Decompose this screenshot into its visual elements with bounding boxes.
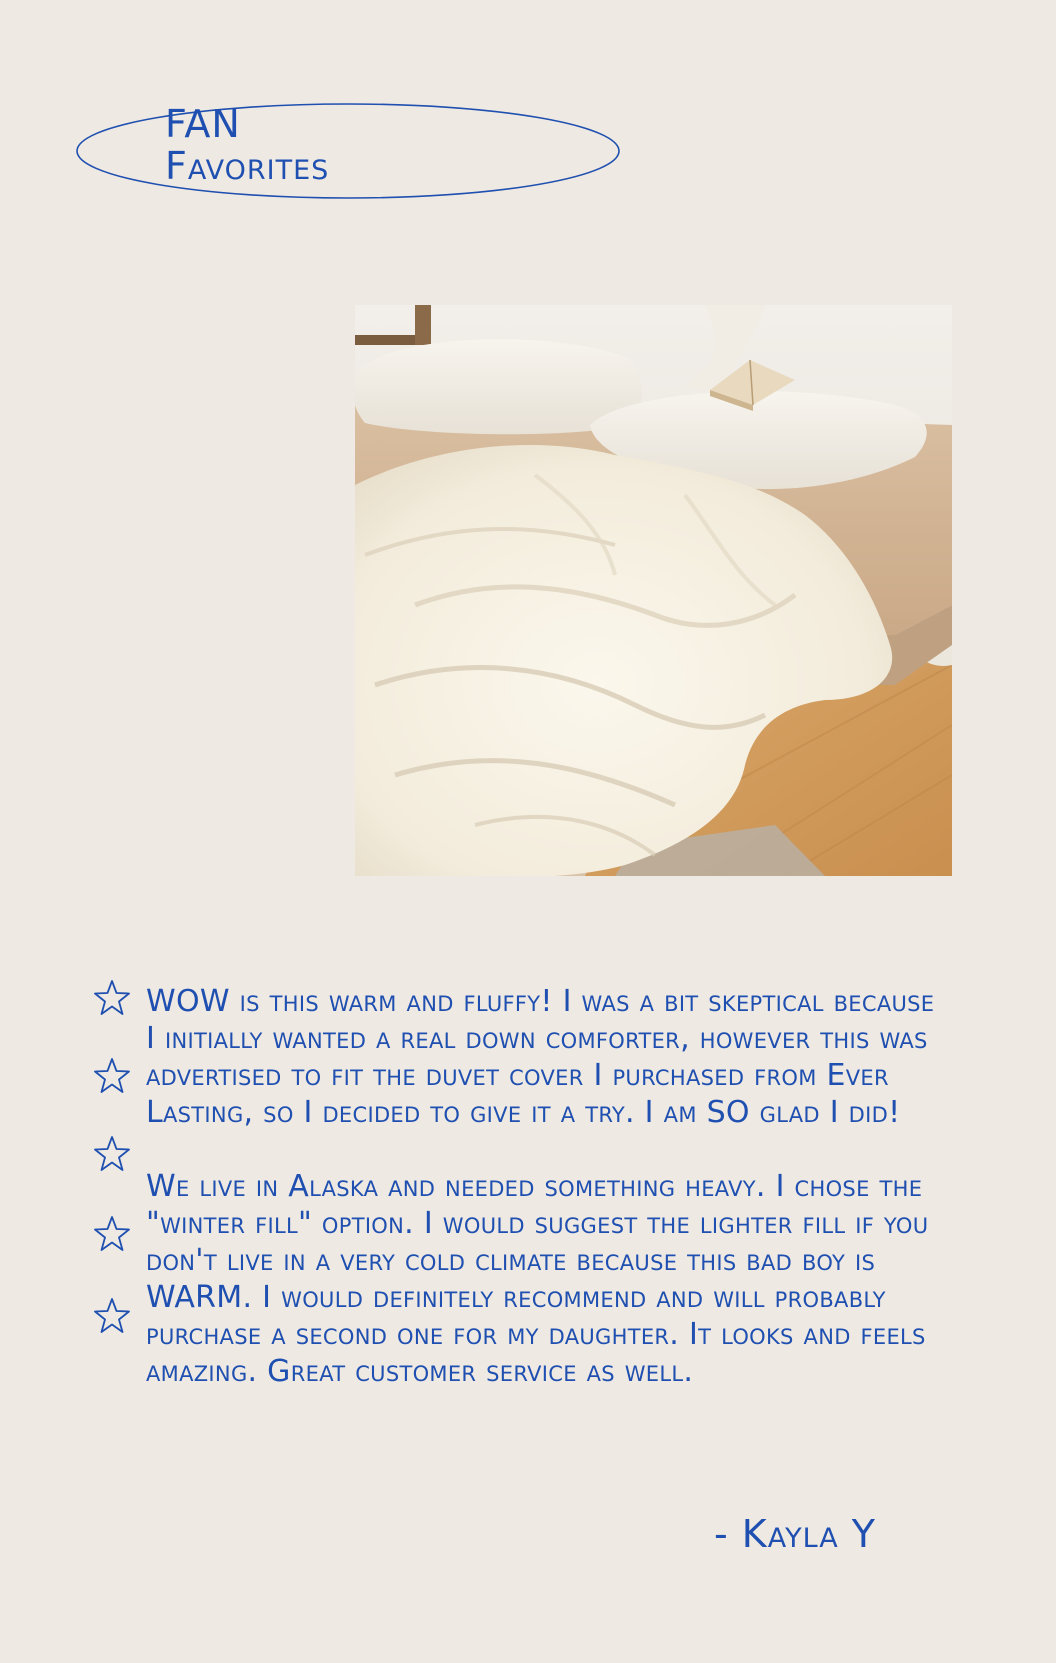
review-author: - Kayla Y — [714, 1512, 876, 1556]
badge-ellipse — [75, 96, 621, 206]
star-outline-icon — [92, 1214, 132, 1254]
review-text — [146, 983, 946, 1390]
comforter-photo — [355, 305, 952, 876]
star-outline-icon — [92, 1056, 132, 1096]
star-outline-icon — [92, 978, 132, 1018]
review-paragraph: We live in Alaska and needed something heavy. I chose the "winter fill" option. I would suggest the lighter fill if you don't live in a very cold climate because this bad boy is WARM. I would definitely recommend and will probably purchase a second one for my daughter. It looks and feels amazing. Great customer service as well. — [146, 1169, 929, 1389]
review-paragraph: WOW is this warm and fluffy! I was a bit skeptical because I initially wanted a real down comforter, however this was advertised to fit the duvet cover I purchased from Ever Lasting, so I decided to give it a try. I am SO glad I did! — [146, 984, 935, 1130]
fan-favorites-badge — [75, 96, 621, 206]
star-outline-icon — [92, 1296, 132, 1336]
badge-title-line2: Favorites — [165, 144, 330, 188]
badge-title-line1: FAN — [165, 102, 241, 146]
star-outline-icon — [92, 1134, 132, 1174]
